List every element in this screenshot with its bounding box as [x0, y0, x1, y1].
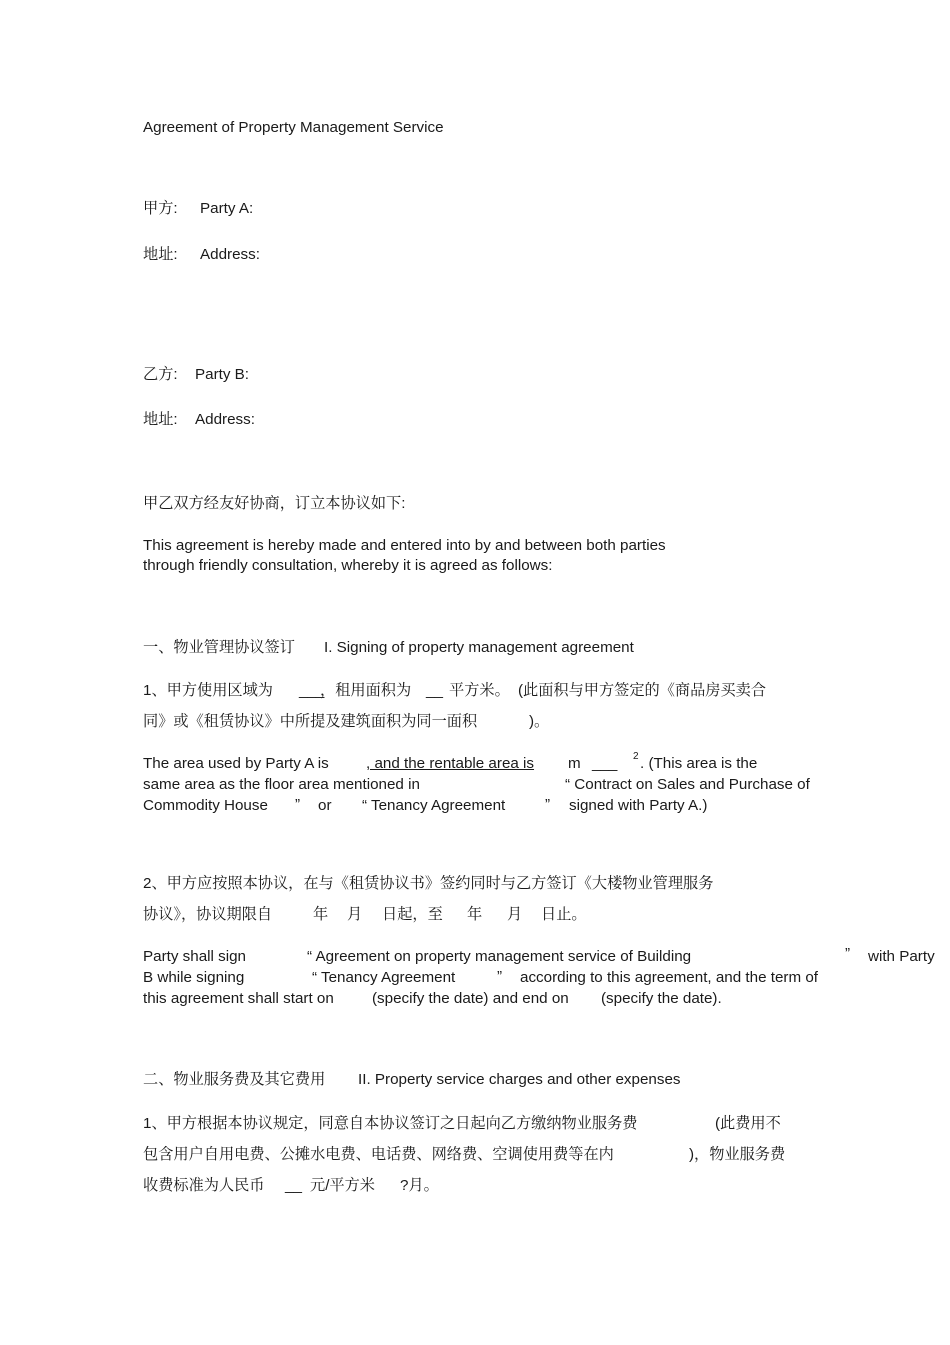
s1c1-en-1a: The area used by Party A is: [143, 755, 329, 772]
s1c1-en-3d: “ Tenancy Agreement: [362, 797, 506, 814]
address-a-label-en: Address:: [200, 246, 260, 263]
s1c1-en-1c: m: [568, 755, 581, 772]
s1c1-cn-c: 平方米。: [449, 682, 510, 699]
s1c2-en-2d: according to this agreement, and the term of: [520, 969, 819, 986]
section1-heading-en: I. Signing of property management agreement: [324, 639, 634, 656]
s1c1-en-3a: Commodity House: [143, 797, 268, 814]
s1c1-en-1e: . (This area is the: [640, 755, 758, 772]
s1c2-cn-line1: 2、甲方应按照本协议，在与《租赁协议书》签约同时与乙方签订《大楼物业管理服务: [143, 875, 714, 892]
s1c1-en-2b: “ Contract on Sales and Purchase of: [565, 776, 810, 793]
s1c2-en-3b: (specify the date) and end on: [372, 990, 569, 1007]
s1c1-en-3e: ”: [545, 796, 551, 813]
party-a-label-en: Party A:: [200, 200, 254, 217]
s1c2-cn-2a: 协议》，协议期限自: [143, 906, 273, 923]
s1c1-en-1b: , and the rentable area is: [366, 755, 535, 772]
s1c2-cn-2d: 日起，至: [382, 906, 443, 923]
s2c1-cn-3c: 元/平方米: [310, 1177, 375, 1194]
section2-heading-en: II. Property service charges and other expenses: [358, 1071, 681, 1088]
s2c1-cn-3b: __: [285, 1177, 302, 1194]
s1c1-cn-line2b: )。: [529, 713, 550, 730]
s2c1-cn-1b: (此费用不: [715, 1115, 781, 1132]
address-b-label-cn: 地址:: [143, 411, 178, 428]
s2c1-cn-2a: 包含用户自用电费、公摊水电费、电话费、网络费、空调使用费等在内: [143, 1146, 614, 1163]
intro-cn: 甲乙双方经友好协商，订立本协议如下:: [143, 495, 406, 512]
s1c1-cn-a: 1、甲方使用区域为: [143, 682, 273, 699]
s1c2-en-1a: Party shall sign: [143, 948, 246, 965]
section2-heading-cn: 二、物业服务费及其它费用: [143, 1071, 326, 1088]
s2c1-cn-3d: ?月。: [400, 1177, 439, 1194]
intro-en-line1: This agreement is hereby made and entered into by and between both parties: [143, 537, 666, 554]
intro-en-line2: through friendly consultation, whereby it is agreed as follows:: [143, 557, 553, 574]
s1c1-cn-line2a: 同》或《租赁协议》中所提及建筑面积为同一面积: [143, 713, 478, 730]
s1c1-en-3b: ”: [295, 796, 301, 813]
s1c1-en-3c: or: [318, 797, 332, 814]
party-a-label-cn: 甲方:: [143, 200, 178, 217]
s2c1-cn-3a: 收费标准为人民币: [143, 1177, 265, 1194]
s1c2-cn-2c: 月: [347, 906, 363, 923]
document-title: Agreement of Property Management Service: [143, 119, 444, 136]
s1c2-cn-2b: 年: [313, 906, 329, 923]
address-b-label-en: Address:: [195, 411, 255, 428]
s1c1-en-sup: 2: [633, 751, 639, 762]
section1-heading-cn: 一、物业管理协议签订: [143, 639, 295, 656]
s2c1-cn-2b: )，物业服务费: [689, 1146, 786, 1163]
s1c2-en-1b: “ Agreement on property management service of Building: [307, 948, 692, 965]
s1c2-cn-2e: 年: [467, 906, 483, 923]
address-a-label-cn: 地址:: [143, 246, 178, 263]
s1c2-en-3a: this agreement shall start on: [143, 990, 334, 1007]
s1c2-en-3c: (specify the date).: [601, 990, 722, 1007]
s1c1-cn-blank1: ___: [299, 682, 325, 699]
party-b-label-cn: 乙方:: [143, 366, 178, 383]
s1c2-en-2b: “ Tenancy Agreement: [312, 969, 456, 986]
s1c1-cn-b: ，租用面积为: [320, 682, 412, 699]
s1c2-en-2c: ”: [497, 968, 503, 985]
s1c1-en-2a: same area as the floor area mentioned in: [143, 776, 420, 793]
s1c2-en-1d: with Party: [868, 948, 935, 965]
s1c1-en-3f: signed with Party A.): [569, 797, 708, 814]
s1c2-en-1c: ”: [845, 945, 851, 962]
s1c2-cn-2f: 月: [507, 906, 523, 923]
s1c1-en-1d: ___: [592, 755, 618, 772]
s1c2-cn-2g: 日止。: [541, 906, 587, 923]
s2c1-cn-1a: 1、甲方根据本协议规定，同意自本协议签订之日起向乙方缴纳物业服务费: [143, 1115, 638, 1132]
s1c2-en-2a: B while signing: [143, 969, 245, 986]
party-b-label-en: Party B:: [195, 366, 250, 383]
s1c1-cn-d: (此面积与甲方签定的《商品房买卖合: [518, 682, 767, 699]
s1c1-cn-blank2: __: [426, 682, 443, 699]
